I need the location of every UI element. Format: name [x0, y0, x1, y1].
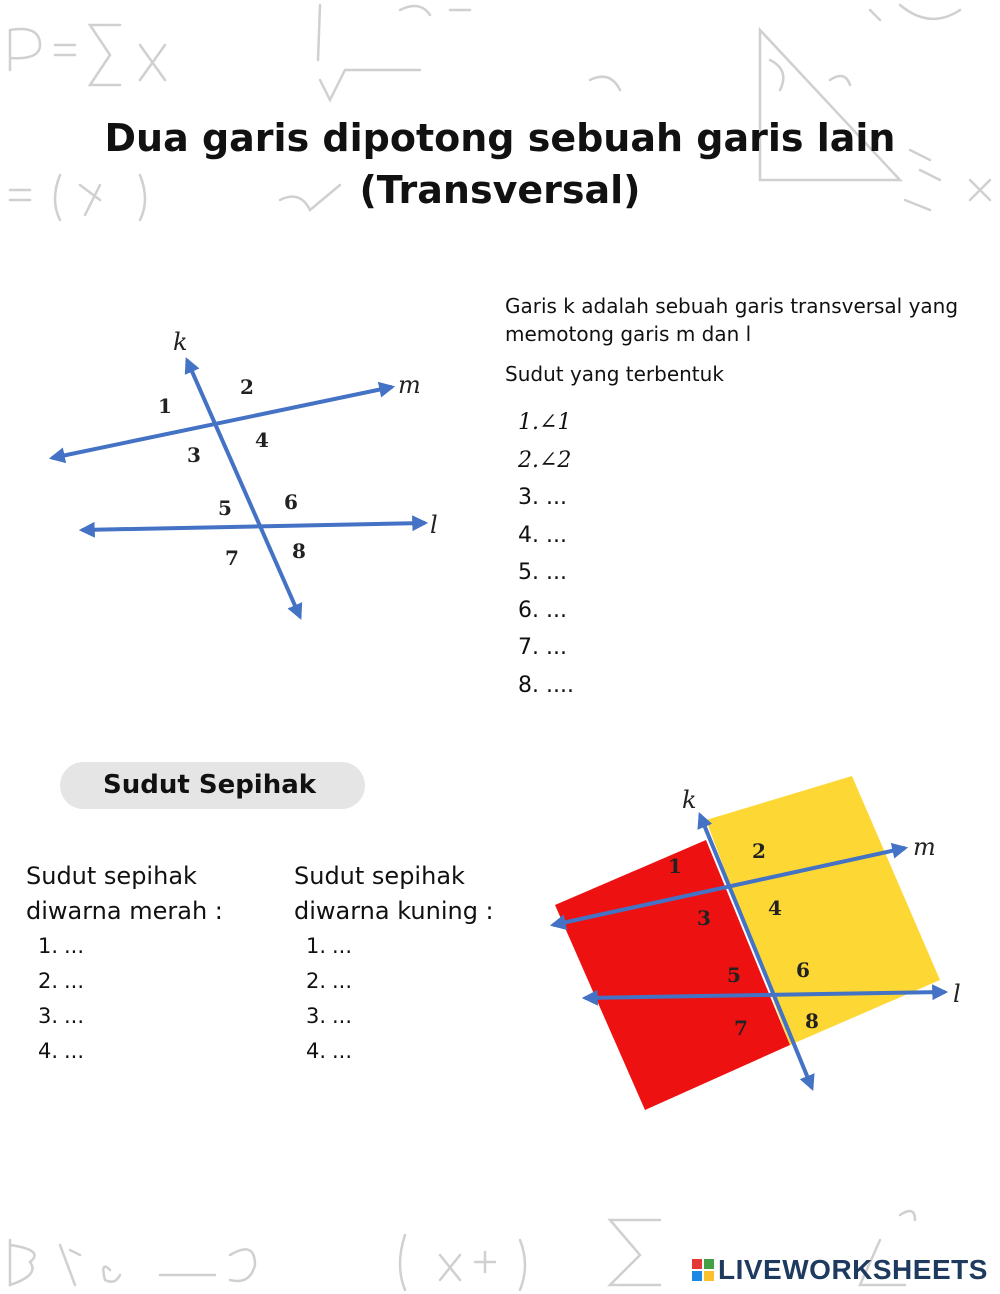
red-group	[26, 859, 223, 1069]
page-title	[0, 112, 1000, 216]
red-group-heading-2: diwarna merah :	[26, 897, 223, 925]
list-item: 3. ...	[305, 1004, 353, 1028]
angle-label-4: 4	[255, 428, 269, 452]
angle-list-item: 3. ...	[518, 485, 567, 510]
angle-label-8: 8	[805, 1009, 819, 1033]
angle-label-6: 6	[284, 490, 298, 514]
list-item: 1. ...	[305, 934, 353, 958]
red-group-list	[26, 929, 223, 1069]
angle-label-8: 8	[292, 539, 306, 563]
angle-label-3: 3	[187, 443, 201, 467]
same-side-angles-diagram	[540, 770, 980, 1115]
list-item: 3. ...	[37, 1004, 85, 1028]
description-subtitle: Sudut yang terbentuk	[505, 362, 724, 386]
yellow-group-heading-2: diwarna kuning :	[294, 897, 494, 925]
list-item: 2. ...	[305, 969, 353, 993]
angle-label-1: 1	[158, 394, 172, 418]
section-heading-pill	[60, 762, 365, 809]
description-text: Garis k adalah sebuah garis transversal yang memotong garis m dan l	[505, 294, 959, 346]
angle-list-item: 2.∠2	[518, 447, 572, 473]
answer-blank[interactable]: ...	[332, 1004, 353, 1028]
angle-label-4: 4	[768, 896, 782, 920]
angle-list-item: 5. ...	[518, 560, 567, 585]
line-m	[52, 387, 392, 458]
section-heading: Sudut Sepihak	[103, 770, 317, 800]
angle-label-2: 2	[240, 375, 254, 399]
answer-blank[interactable]: ...	[64, 1004, 85, 1028]
yellow-group-list	[294, 929, 494, 1069]
title-line-1: Dua garis dipotong sebuah garis lain	[104, 116, 896, 160]
list-item: 2. ...	[37, 969, 85, 993]
label-l: l	[953, 980, 961, 1008]
transversal-diagram	[40, 325, 460, 630]
yellow-group-heading-1: Sudut sepihak	[294, 862, 465, 890]
angle-label-7: 7	[734, 1016, 748, 1040]
list-item: 4. ...	[305, 1039, 353, 1063]
answer-blank[interactable]: ...	[64, 1039, 85, 1063]
red-group-heading-1: Sudut sepihak	[26, 862, 197, 890]
angle-list-item: 7. ...	[518, 635, 567, 660]
description	[505, 292, 975, 388]
title-line-2: (Transversal)	[359, 168, 641, 212]
label-k: k	[173, 328, 188, 356]
angle-label-7: 7	[225, 546, 239, 570]
angle-label-3: 3	[697, 906, 711, 930]
answer-blank[interactable]: ...	[332, 1039, 353, 1063]
angle-label-6: 6	[796, 958, 810, 982]
label-k: k	[682, 786, 697, 814]
answer-blank[interactable]: ...	[332, 934, 353, 958]
angle-list-item: 6. ...	[518, 597, 567, 623]
angle-label-2: 2	[752, 839, 766, 863]
brand-footer	[692, 1253, 988, 1287]
liveworksheets-logo-icon	[692, 1259, 714, 1281]
angle-list-item: 8. ....	[518, 672, 574, 698]
angle-list	[518, 404, 574, 704]
angle-label-5: 5	[218, 496, 232, 520]
angle-label-1: 1	[668, 854, 682, 878]
angle-list-item: 1.∠1	[518, 410, 572, 435]
line-l	[82, 523, 425, 530]
label-m: m	[398, 371, 421, 399]
answer-blank[interactable]: ...	[332, 969, 353, 993]
list-item: 1. ...	[37, 934, 85, 958]
angle-list-item: 4. ...	[518, 522, 567, 548]
label-m: m	[913, 833, 936, 861]
yellow-group	[294, 859, 494, 1069]
answer-blank[interactable]: ...	[64, 969, 85, 993]
answer-blank[interactable]: ...	[64, 934, 85, 958]
label-l: l	[430, 511, 438, 539]
brand-name: LIVEWORKSHEETS	[718, 1254, 988, 1285]
angle-label-5: 5	[727, 963, 741, 987]
list-item: 4. ...	[37, 1039, 85, 1063]
